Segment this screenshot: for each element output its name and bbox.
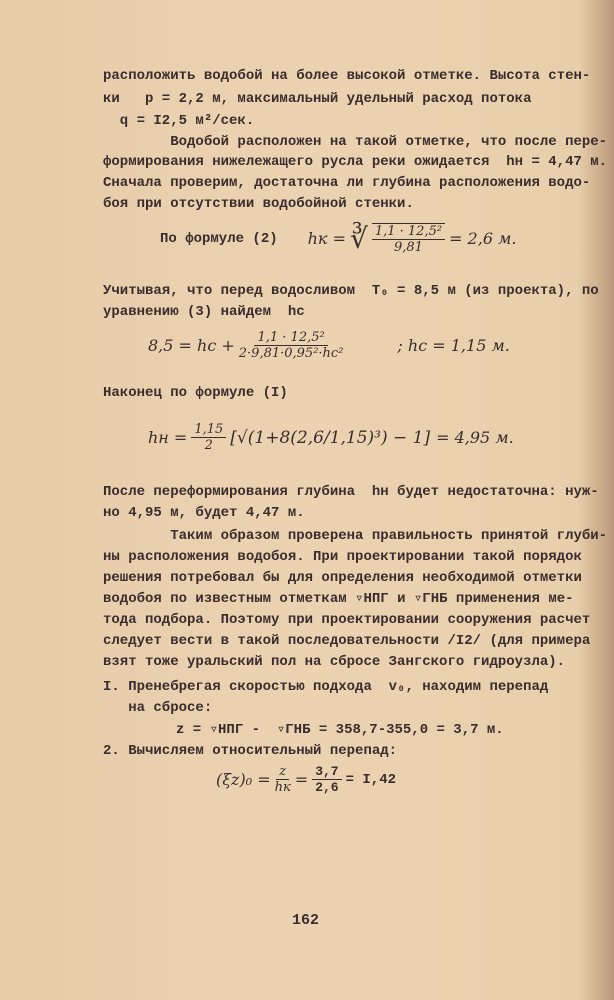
formula-den: 2·9,81·0,95²·hc² [238,346,344,361]
formula-den: 9,81 [393,239,423,255]
text-line: следует вести в такой последовательности /I2/ (для примера [103,633,591,649]
text-line: ки p = 2,2 м, максимальный удельный расход потока [103,91,532,107]
text-line: Наконец по формуле (I) [103,385,288,401]
text-line: уравнению (3) найдем hc [103,304,305,320]
formula-rhs: = 2,6 м. [449,229,517,248]
formula-num: z [276,764,289,780]
text-line: решения потребовал бы для определения необходимой отметки [103,570,582,586]
formula-den: 2 [204,438,213,453]
formula-label: По формуле (2) [160,230,278,247]
formula-rhs: = I,42 [345,771,397,788]
text-line: расположить водобой на более высокой отметке. Высота стен- [103,68,591,84]
formula-lhs: (ξz)₀ = [216,770,271,789]
text-line: формирования нижележащего русла реки ожидается hн = 4,47 м. [103,154,608,170]
formula-hn [148,422,514,453]
formula-den: 2,6 [315,780,339,795]
text-line: После переформирования глубина hн будет недостаточна: нуж- [103,484,599,500]
text-line: боя при отсутствии водобойной стенки. [103,196,414,212]
formula-lhs: 8,5 = hc + [148,336,235,355]
text-line: q = I2,5 м²/сек. [103,113,255,129]
formula-num: 1,15 [191,422,226,438]
formula-hc [148,330,510,361]
text-line: Водобой расположен на такой отметке, что после пере- [103,134,608,150]
text-line: тода подбора. Поэтому при проектировании сооружения расчет [103,612,591,628]
formula-lhs: hн = [148,428,188,447]
text-line: I. Пренебрегая скоростью подхода v₀, находим перепад [103,679,549,695]
formula-z: z = ▿НПГ - ▿ГНБ = 358,7-355,0 = 3,7 м. [176,722,504,738]
formula-body: [√(1+8(2,6/1,15)³) − 1] [230,427,431,448]
text-line: водобоя по известным отметкам ▿НПГ и ▿ГНБ применения ме- [103,591,574,607]
text-line: ны расположения водобоя. При проектировании такой порядок [103,549,582,565]
text-line: 2. Вычисляем относительный перепад: [103,743,398,759]
text-line: Таким образом проверена правильность принятой глуби- [103,528,608,544]
formula-num: 1,1 · 12,5² [254,330,327,346]
formula-hk [160,222,516,255]
text-line: но 4,95 м, будет 4,47 м. [103,505,305,521]
formula-rhs: ; hc = 1,15 м. [397,336,510,355]
page-number: 162 [292,912,320,929]
formula-num: 1,1 · 12,5² [372,224,445,240]
cube-root-icon: ∛ [349,222,368,255]
text-line: взят тоже уральский пол на сбросе Зангского гидроузла). [103,654,566,670]
formula-den: hк [274,780,291,795]
text-line: на сбросе: [103,700,213,716]
formula-lhs: hк = [307,229,346,248]
text-line: Учитывая, что перед водосливом T₀ = 8,5 м (из проекта), по [103,283,599,299]
formula-relative-drop: (ξz)₀ = $\frac{z}{hк}$ = $\frac{3,7}{2,6}$ = I,42 [216,764,397,795]
formula-rhs: = 4,95 м. [436,428,514,447]
formula-num: 3,7 [312,764,341,780]
text-line: Сначала проверим, достаточна ли глубина расположения водо- [103,175,591,191]
